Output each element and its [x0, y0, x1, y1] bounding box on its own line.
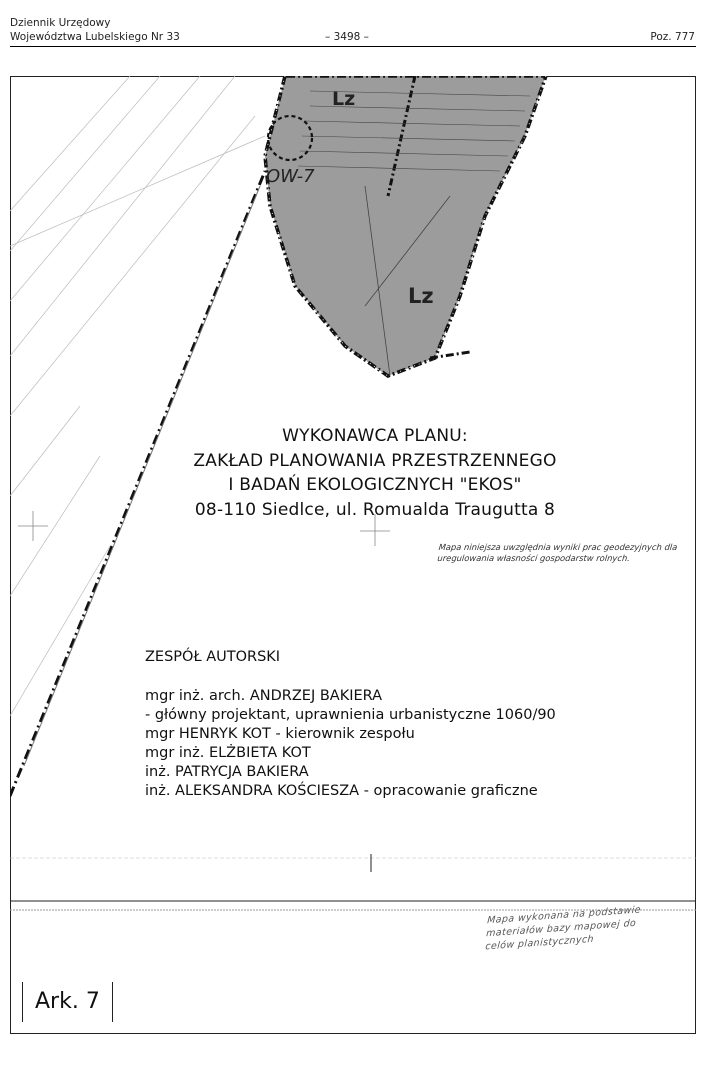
- plan-heading: WYKONAWCA PLANU:: [282, 426, 468, 446]
- author-line: - główny projektant, uprawnienia urbanistyczne 1060/90: [145, 707, 556, 723]
- author-line: mgr inż. ELŻBIETA KOT: [145, 745, 311, 761]
- page-number: – 3498 –: [325, 31, 369, 43]
- journal-title: Dziennik Urzędowy: [10, 17, 111, 29]
- header-rule: [10, 46, 696, 47]
- position-number: Poz. 777: [650, 31, 695, 43]
- document-header: [0, 0, 707, 48]
- author-line: inż. ALEKSANDRA KOŚCIESZA - opracowanie graficzne: [145, 783, 538, 799]
- stamp-note: Mapa wykonana na podstawie materiałów bazy mapowej do celów planistycznych: [484, 904, 642, 953]
- author-line: mgr HENRYK KOT - kierownik zespołu: [145, 726, 415, 742]
- handwritten-note: Mapa niniejsza uwzględnia wyniki prac geodezyjnych dla uregulowania własności gospodarstw rolnych.: [436, 542, 678, 563]
- zone-label-lz-bottom: Lz: [408, 284, 434, 308]
- plan-company: ZAKŁAD PLANOWANIA PRZESTRZENNEGO: [193, 451, 557, 471]
- zone-label-ow: OW-7: [266, 166, 315, 187]
- plan-address: 08-110 Siedlce, ul. Romualda Traugutta 8: [194, 500, 556, 520]
- zone-label-lz-top: Lz: [332, 88, 356, 110]
- plan-company-2: I BADAŃ EKOLOGICZNYCH "EKOS": [228, 475, 522, 495]
- authors-block: [145, 648, 556, 801]
- author-line: inż. PATRYCJA BAKIERA: [145, 764, 309, 780]
- sheet-label: Ark. 7: [22, 982, 113, 1022]
- author-line: mgr inż. arch. ANDRZEJ BAKIERA: [145, 688, 383, 704]
- journal-issue: Województwa Lubelskiego Nr 33: [10, 31, 180, 43]
- authors-title: ZESPÓŁ AUTORSKI: [145, 649, 281, 665]
- parcel-lines: [10, 76, 265, 716]
